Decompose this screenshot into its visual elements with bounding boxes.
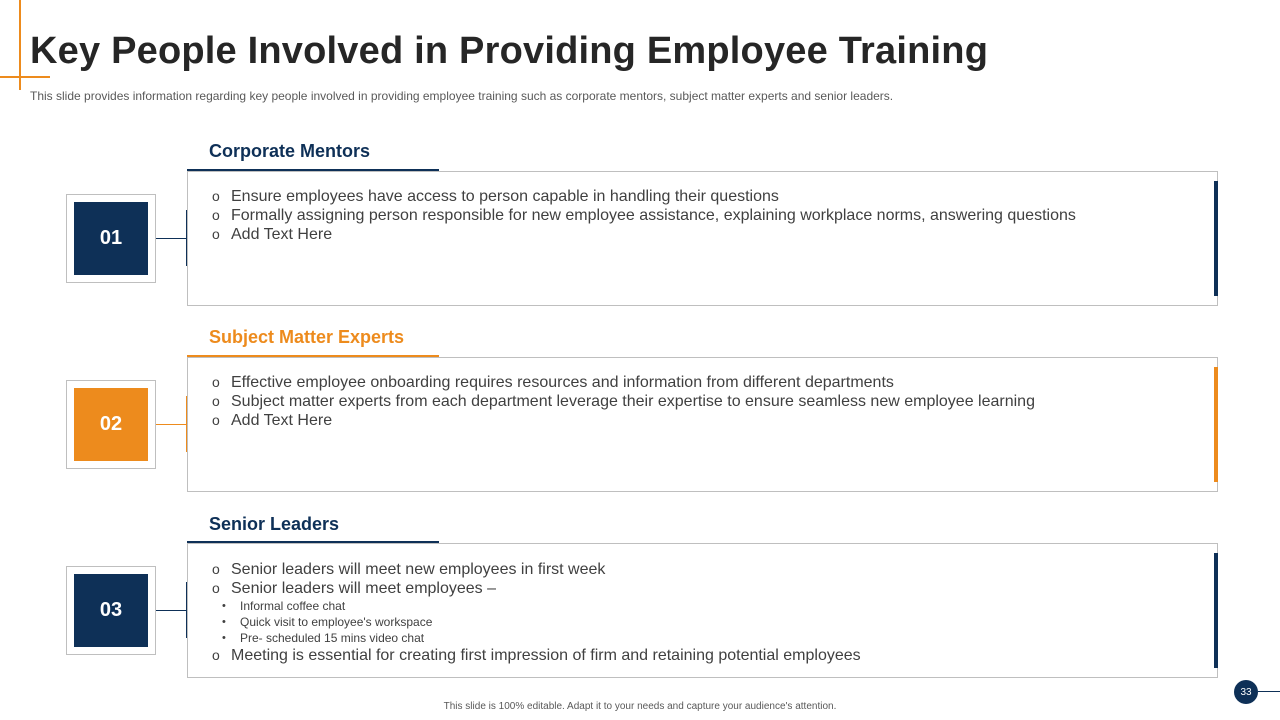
bullet-item: o Senior leaders will meet new employees in first week [212,560,861,579]
number-label: 01 [74,202,148,275]
section-title: Subject Matter Experts [209,327,405,347]
slide-footer: This slide is 100% editable. Adapt it to your needs and capture your audience's attention. [443,701,837,712]
content-box [187,543,1218,678]
bullet-item: o Meeting is essential for creating first impression of firm and retaining potential employees [212,646,861,665]
sub-bullet-item: • Informal coffee chat [212,598,861,614]
box-accent-bar [1214,367,1218,482]
bullet-item: o Senior leaders will meet employees – [212,579,861,598]
sub-bullet-list [212,598,861,646]
sub-bullet-group [212,598,861,646]
connector-line [156,424,187,425]
sub-bullet-item: • Quick visit to employee's workspace [212,614,861,630]
bullet-list [212,560,861,665]
corner-accent-horizontal [0,76,50,78]
page-number: 33 [1234,680,1258,704]
box-accent-bar [1214,553,1218,668]
page-number-line [1258,691,1280,692]
number-label: 02 [74,388,148,461]
bullet-item: o Add Text Here [212,225,1076,244]
content-box [187,357,1218,492]
connector-line [156,610,187,611]
number-badge [66,566,156,655]
section-title: Senior Leaders [209,514,340,534]
bullet-list [212,187,1076,244]
bullet-item: o Effective employee onboarding requires resources and information from different departments [212,373,1035,392]
section-title: Corporate Mentors [209,141,371,161]
bullet-item: o Add Text Here [212,411,1035,430]
number-badge [66,194,156,283]
number-label: 03 [74,574,148,647]
connector-line [156,238,187,239]
number-badge [66,380,156,469]
content-box [187,171,1218,306]
slide-subtitle: This slide provides information regarding key people involved in providing employee training such as corporate mentors, subject matter experts and senior leaders. [30,89,894,103]
sub-bullet-item: • Pre- scheduled 15 mins video chat [212,630,861,646]
bullet-list [212,373,1035,430]
bullet-item: o Formally assigning person responsible for new employee assistance, explaining workplace norms, answering questions [212,206,1076,225]
bullet-item: o Ensure employees have access to person capable in handling their questions [212,187,1076,206]
bullet-item: o Subject matter experts from each department leverage their expertise to ensure seamless new employee learning [212,392,1035,411]
box-accent-bar [1214,181,1218,296]
slide-title: Key People Involved in Providing Employee Training [30,30,989,72]
